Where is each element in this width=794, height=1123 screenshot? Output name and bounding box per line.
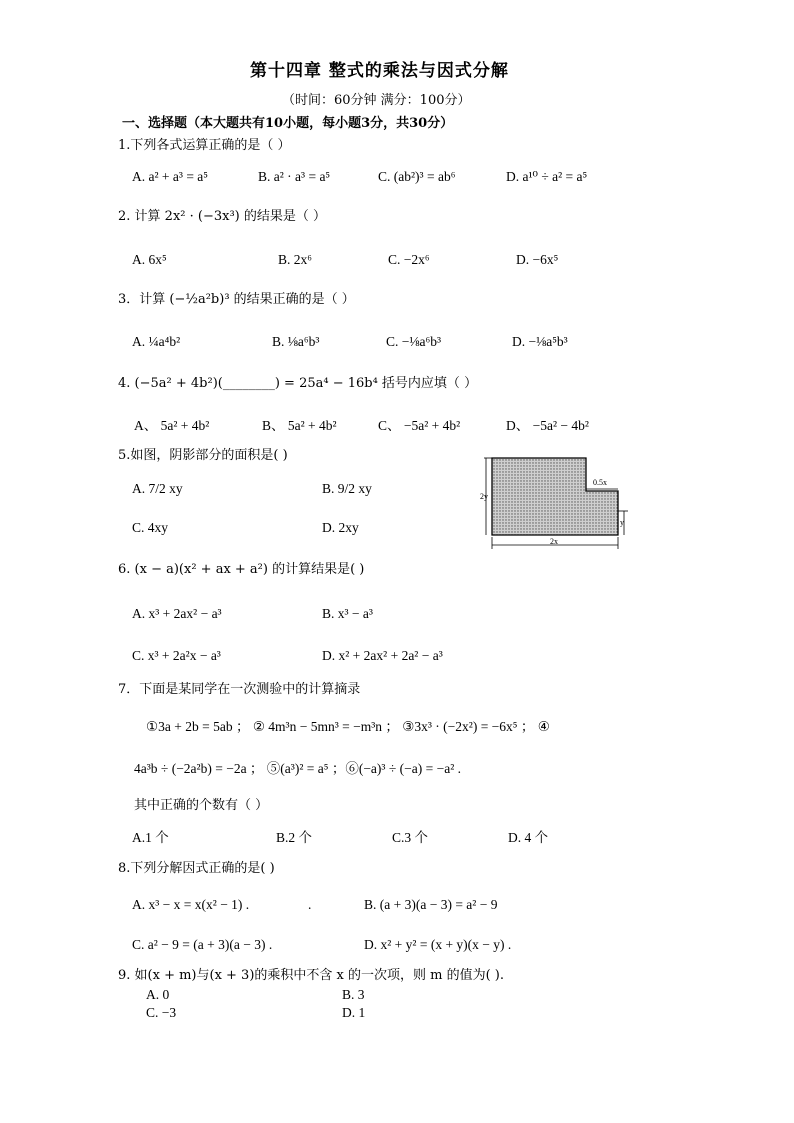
q6-option-c[interactable]: C. x³ + 2a²x − a³ — [132, 648, 221, 663]
q9-option-c[interactable]: C. −3 — [146, 1005, 177, 1020]
q5-option-a[interactable]: A. 7/2 xy — [132, 481, 183, 496]
q3-option-d[interactable]: D. −⅛a⁵b³ — [512, 334, 568, 349]
section-heading: 一、选择题（本大题共有10小题，每小题3分，共30分） — [122, 116, 454, 131]
q1-option-a[interactable]: A. a² + a³ = a⁵ — [132, 169, 209, 184]
q2-stem: 2. 计算 2x² · (−3x³) 的结果是（ ） — [118, 209, 326, 224]
q7-option-d[interactable]: D. 4 个 — [508, 830, 549, 845]
q4-option-c[interactable]: C、 −5a² + 4b² — [378, 418, 461, 433]
q1-option-c[interactable]: C. (ab²)³ = ab⁶ — [378, 169, 456, 184]
q5-option-b[interactable]: B. 9/2 xy — [322, 481, 372, 496]
shaded-region-figure — [478, 453, 628, 553]
q4-stem: 4. (−5a² + 4b²)(________) = 25a⁴ − 16b⁴ 括号内应填（ ） — [118, 376, 478, 391]
q2-option-c[interactable]: C. −2x⁶ — [388, 252, 430, 267]
label-2y: 2y — [480, 492, 488, 501]
q5-stem: 5.如图，阴影部分的面积是( ) — [118, 448, 288, 463]
q8-option-a[interactable]: A. x³ − x = x(x² − 1) . — [132, 897, 250, 912]
q9-option-d[interactable]: D. 1 — [342, 1005, 366, 1020]
q9-option-a[interactable]: A. 0 — [146, 987, 170, 1002]
q3-option-b[interactable]: B. ⅛a⁶b³ — [272, 334, 320, 349]
shaded-area — [492, 458, 618, 535]
q9-stem: 9. 如(x + m)与(x + 3)的乘积中不含 x 的一次项，则 m 的值为( ). — [118, 968, 504, 983]
q7-statements-line1: ①3a + 2b = 5ab ； ② 4m³n − 5mn³ = −m³n ； ③3x³ · (−2x²) = −6x⁵ ； ④ — [146, 719, 550, 734]
q1-option-d[interactable]: D. a¹⁰ ÷ a² = a⁵ — [506, 169, 588, 184]
q5-option-d[interactable]: D. 2xy — [322, 520, 359, 535]
label-2x: 2x — [550, 537, 558, 546]
q4-option-a[interactable]: A、 5a² + 4b² — [134, 418, 210, 433]
label-y: y — [620, 518, 624, 527]
q2-option-a[interactable]: A. 6x⁵ — [132, 252, 167, 267]
q4-option-b[interactable]: B、 5a² + 4b² — [262, 418, 337, 433]
label-0-5x: 0.5x — [593, 478, 607, 487]
q1-stem: 1.下列各式运算正确的是（ ） — [118, 138, 291, 153]
q7-statements-line2: 4a³b ÷ (−2a²b) = −2a ； ⑤(a³)² = a⁵ ；⑥(−a)³ ÷ (−a) = −a² . — [134, 761, 461, 776]
q4-option-d[interactable]: D、 −5a² − 4b² — [506, 418, 589, 433]
q9-option-b[interactable]: B. 3 — [342, 987, 365, 1002]
q7-option-a[interactable]: A.1 个 — [132, 830, 169, 845]
q8-option-c[interactable]: C. a² − 9 = (a + 3)(a − 3) . — [132, 937, 273, 952]
q1-option-b[interactable]: B. a² · a³ = a⁵ — [258, 169, 331, 184]
q8-stem: 8.下列分解因式正确的是( ) — [118, 861, 275, 876]
q3-stem: 3．计算 (−½a²b)³ 的结果正确的是（ ） — [118, 292, 355, 307]
q8-option-d[interactable]: D. x² + y² = (x + y)(x − y) . — [364, 937, 512, 952]
q5-option-c[interactable]: C. 4xy — [132, 520, 169, 535]
q3-option-c[interactable]: C. −⅛a⁶b³ — [386, 334, 441, 349]
q2-option-b[interactable]: B. 2x⁶ — [278, 252, 312, 267]
q6-stem: 6. (x − a)(x² + ax + a²) 的计算结果是( ) — [118, 562, 365, 577]
q6-option-a[interactable]: A. x³ + 2ax² − a³ — [132, 606, 222, 621]
q6-option-d[interactable]: D. x² + 2ax² + 2a² − a³ — [322, 648, 443, 663]
q7-stem: 7．下面是某同学在一次测验中的计算摘录 — [118, 682, 361, 697]
q3-option-a[interactable]: A. ¼a⁴b² — [132, 334, 181, 349]
q7-option-b[interactable]: B.2 个 — [276, 830, 313, 845]
q7-question: 其中正确的个数有（ ） — [134, 798, 269, 813]
exam-info: （时间：60分钟 满分：100分） — [282, 93, 471, 108]
q7-option-c[interactable]: C.3 个 — [392, 830, 429, 845]
q2-option-d[interactable]: D. −6x⁵ — [516, 252, 559, 267]
q8-stray-dot: . — [308, 897, 312, 912]
page-title: 第十四章 整式的乘法与因式分解 — [250, 61, 509, 81]
q8-option-b[interactable]: B. (a + 3)(a − 3) = a² − 9 — [364, 897, 498, 912]
q6-option-b[interactable]: B. x³ − a³ — [322, 606, 373, 621]
